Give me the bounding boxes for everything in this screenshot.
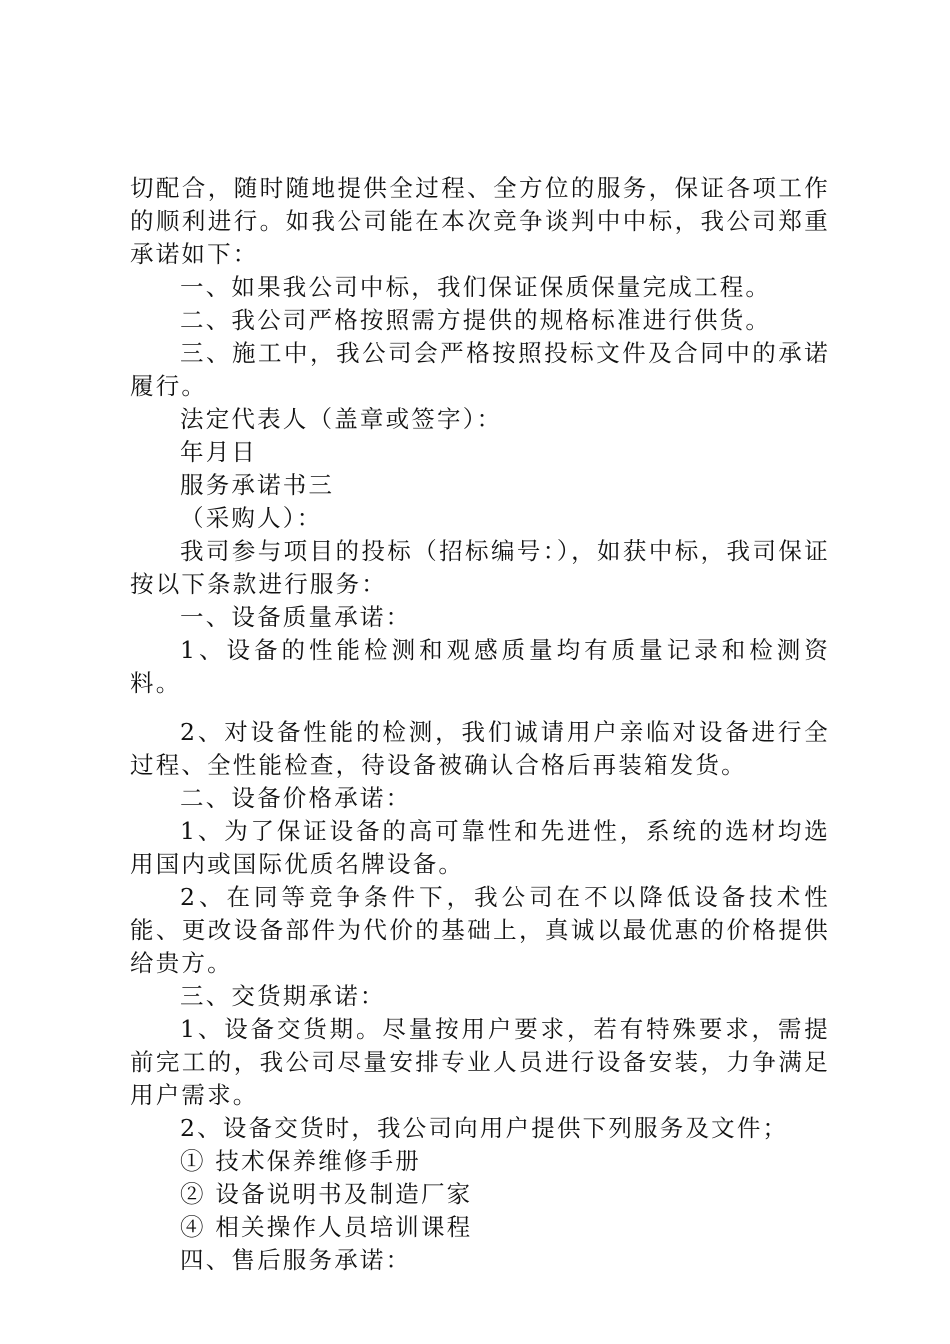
paragraph-legal-representative: 法定代表人（盖章或签字）：: [180, 405, 503, 433]
paragraph-commitment-2: 二、我公司严格按照需方提供的规格标准进行供货。: [180, 306, 772, 334]
paragraph-bid-intro: 我司参与项目的投标（招标编号：），如获中标，我司保证按以下条款进行服务：: [130, 537, 830, 598]
paragraph-quality-1: 1、设备的性能检测和观感质量均有质量记录和检测资料。: [130, 636, 830, 697]
paragraph-date: 年月日: [180, 438, 258, 466]
paragraph-price-2: 2、在同等竞争条件下，我公司在不以降低设备技术性能、更改设备部件为代价的基础上，真诚以最优惠的价格提供给贵方。: [130, 883, 830, 977]
paragraph-delivery-2: 2、设备交货时，我公司向用户提供下列服务及文件；: [180, 1114, 789, 1142]
section-title-service-letter-3: 服务承诺书三: [180, 471, 335, 499]
paragraph-delivery-1: 1、设备交货期。尽量按用户要求，若有特殊要求，需提前完工的，我公司尽量安排专业人员进行设备安装，力争满足用户需求。: [130, 1015, 830, 1109]
document-body: [130, 172, 830, 1277]
paragraph-price-1: 1、为了保证设备的高可靠性和先进性，系统的选材均选用国内或国际优质名牌设备。: [130, 817, 830, 878]
heading-delivery-period: 三、交货期承诺：: [180, 982, 386, 1010]
heading-equipment-quality: 一、设备质量承诺：: [180, 603, 412, 631]
paragraph-commitment-1: 一、如果我公司中标，我们保证保质保量完成工程。: [180, 273, 772, 301]
heading-equipment-price: 二、设备价格承诺：: [180, 784, 412, 812]
list-item-training-course: ④ 相关操作人员培训课程: [180, 1213, 473, 1241]
heading-after-sales-service: 四、售后服务承诺：: [180, 1246, 412, 1274]
list-item-maintenance-manual: ① 技术保养维修手册: [180, 1147, 421, 1175]
paragraph-cooperation: 切配合，随时随地提供全过程、全方位的服务，保证各项工作的顺利进行。如我公司能在本次竞争谈判中中标，我公司郑重承诺如下：: [130, 174, 830, 268]
paragraph-commitment-3: 三、施工中，我公司会严格按照投标文件及合同中的承诺履行。: [130, 339, 830, 400]
paragraph-purchaser: （采购人）：: [180, 504, 323, 532]
list-item-equipment-manual: ② 设备说明书及制造厂家: [180, 1180, 473, 1208]
paragraph-quality-2: 2、对设备性能的检测，我们诚请用户亲临对设备进行全过程、全性能检查，待设备被确认合格后再装箱发货。: [130, 718, 830, 779]
